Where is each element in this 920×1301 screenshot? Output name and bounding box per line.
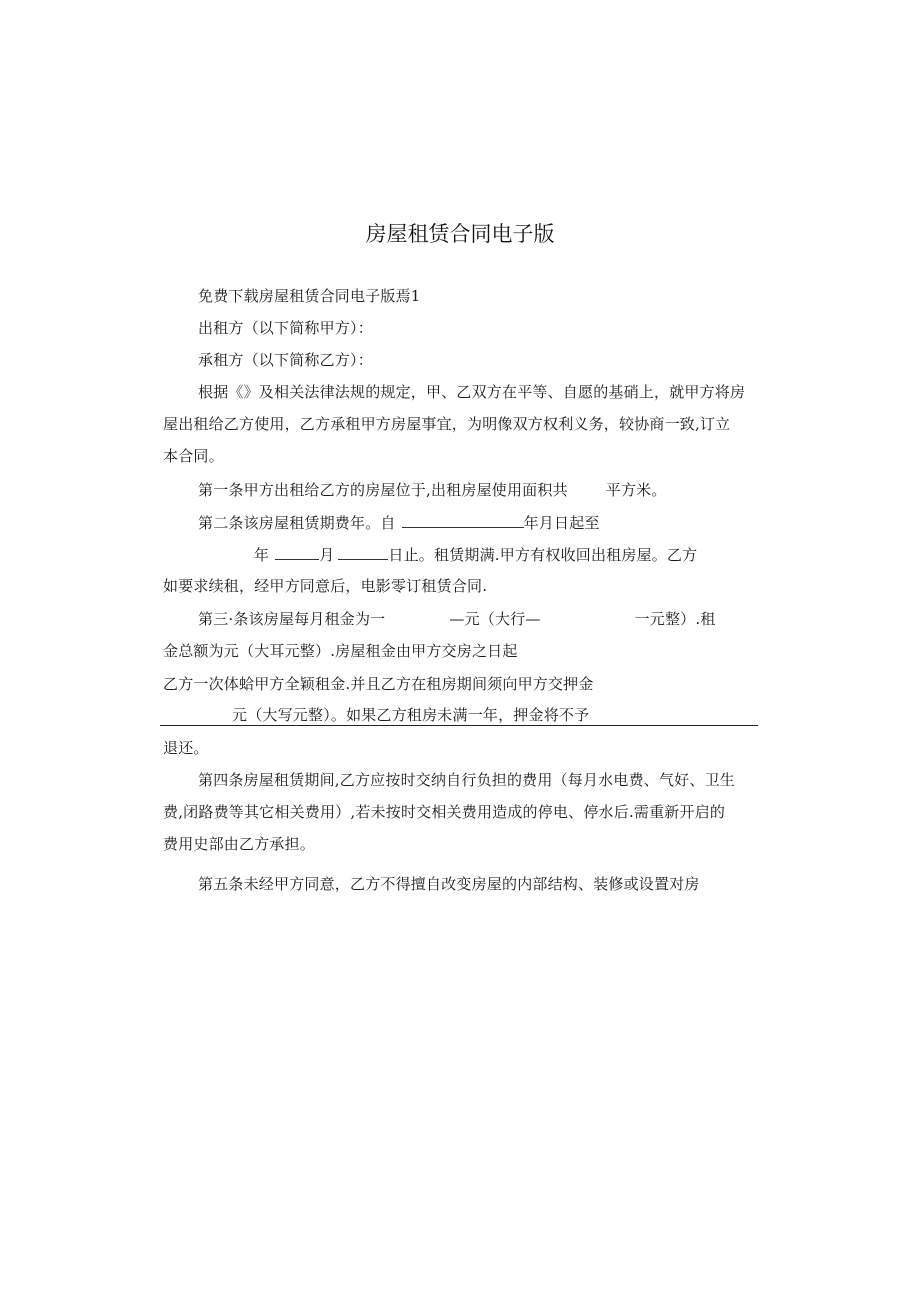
line-article-3 [198, 609, 716, 629]
article-3-rent-yuan: —元（大行— [449, 610, 541, 628]
line-download-note: 免费下载房屋租赁合同电子版焉1 [198, 287, 421, 305]
article-3-rent-end: 一元整）.租 [634, 610, 716, 628]
blank-end-day[interactable] [338, 544, 388, 560]
label-year: 年 [254, 546, 270, 564]
line-article-1 [198, 480, 667, 500]
line-preamble-2: 屋出租给乙方使用，乙方承租甲方房屋事宜，为明像双方权利义务，较协商一致,订立 [163, 415, 731, 433]
article-1-text: 第一条甲方出租给乙方的房屋位于,出租房屋使用面积共 [198, 481, 568, 499]
article-2-text: 第二条该房屋租赁期费年。自 [198, 514, 396, 532]
line-article-2-cont [254, 544, 697, 565]
label-month: 月 [319, 546, 335, 564]
article-2-date: 年月日起至 [523, 514, 600, 532]
article-1-unit: 平方米。 [605, 481, 667, 499]
line-renewal: 如要求续租，经甲方同意后，电影零订租赁合同. [163, 577, 488, 595]
line-lessee: 承租方（以下简称乙方）： [198, 351, 373, 369]
line-article-3-end: 退还。 [163, 739, 209, 757]
blank-start-date[interactable] [402, 512, 524, 528]
article-3-text: 第三·条该房屋每月租金为一 [198, 610, 386, 628]
line-article-4-2: 费,闭路费等其它相关费用）,若未按时交相关费用造成的停电、停水后.需重新开启的 [163, 803, 726, 821]
document-title: 房屋租赁合同电子版 [365, 222, 555, 246]
line-article-3-total: 金总额为元（大耳元整）.房屋租金由甲方交房之日起 [163, 642, 518, 660]
article-2-end: 日止。租赁期满.甲方有权收回出租房屋。乙方 [388, 546, 698, 564]
line-preamble-3: 本合同。 [163, 447, 224, 465]
horizontal-rule [160, 725, 758, 726]
line-article-2 [198, 512, 600, 533]
line-article-5: 第五条未经甲方同意，乙方不得擅自改变房屋的内部结构、装修或设置对房 [198, 875, 700, 893]
line-article-4-1: 第四条房屋租赁期间,乙方应按时交纳自行负担的费用（每月水电费、气好、卫生 [198, 771, 735, 789]
line-article-3-deposit: 乙方一次体蛤甲方全颖租金.并且乙方在租房期间须向甲方交押金 [163, 675, 594, 693]
line-lessor: 出租方（以下简称甲方）： [198, 319, 373, 337]
blank-end-month[interactable] [275, 544, 319, 560]
line-article-4-3: 费用史部由乙方承担。 [163, 835, 316, 853]
line-article-3-refund: 元（大写元整）。如果乙方租房未满一年，押金将不予 [232, 706, 590, 724]
line-preamble-1: 根据《》及相关法律法规的规定，甲、乙双方在平等、自愿的基硝上，就甲方将房 [198, 383, 746, 401]
